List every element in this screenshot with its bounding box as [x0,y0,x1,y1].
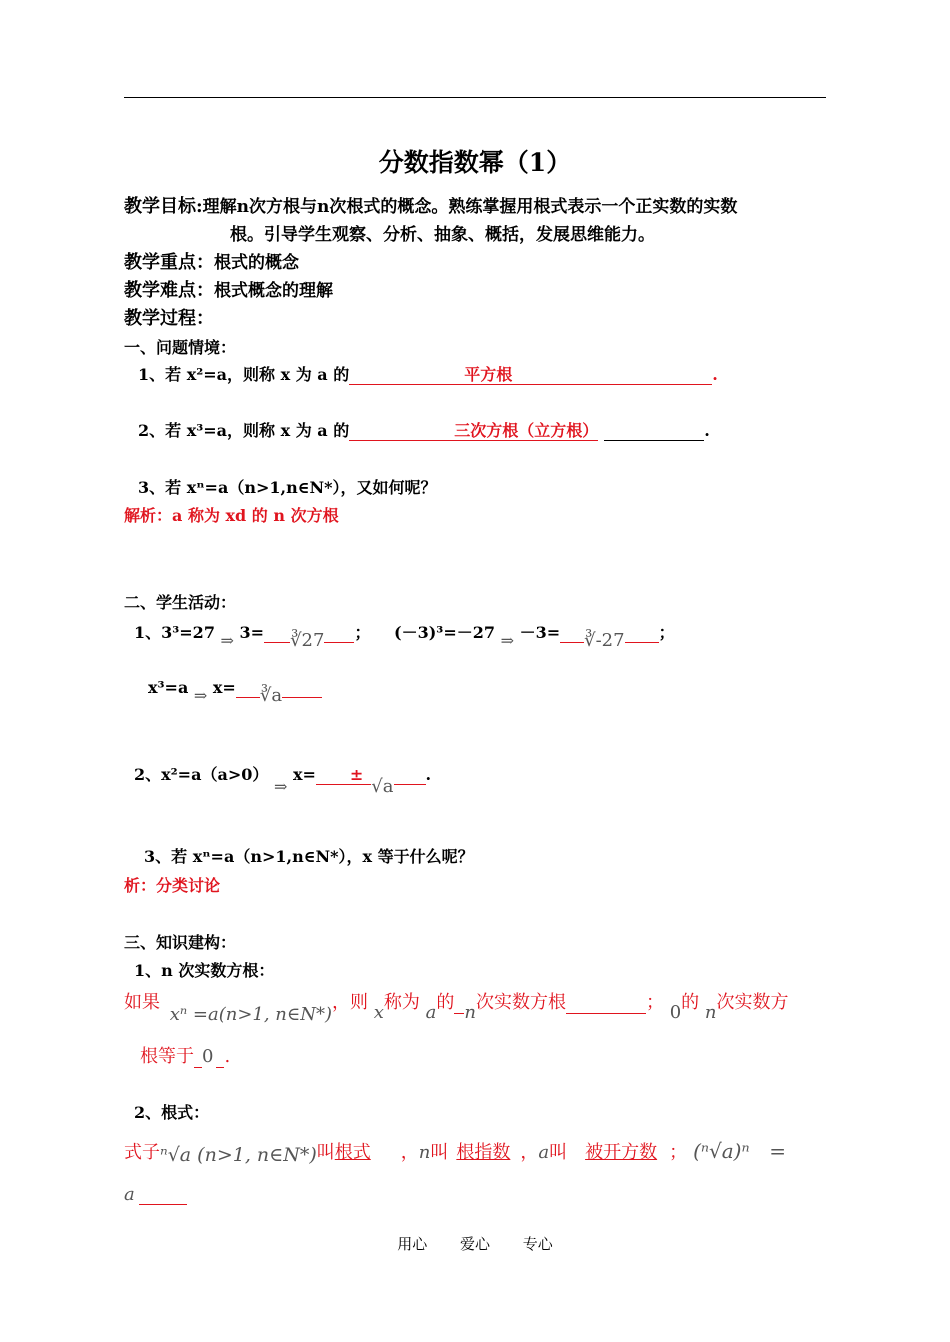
activity-row-1 [134,620,675,651]
page-footer [0,1233,950,1254]
row2-lhs: x= [212,678,236,697]
def-var-x: x [373,1002,384,1023]
row2-blank-b [282,682,322,698]
row1-blank-c [560,627,584,643]
row2-blank-a [236,682,260,698]
radical-line-1 [124,1138,786,1164]
difficult-point [124,276,333,302]
section1-heading: 一、问题情境： [124,338,237,357]
def-text-of: 的 [436,992,455,1013]
key-point [124,248,299,274]
def-zero: 0 [669,1002,682,1023]
row1-end: ； [658,623,675,642]
goal-text-line2: 根。引导学生观察、分析、抽象、概括，发展思维能力。 [230,225,655,245]
def-prefix: 如果 [124,992,160,1013]
expr-var-a: a [538,1142,550,1163]
row1-semicolon: ； [354,623,371,642]
def-blank-zero-left [194,1050,202,1068]
definition-line-1 [124,988,789,1025]
activity-row-4: 3、若 xⁿ=a（n>1,n∈N*），x 等于什么呢？ [144,847,474,866]
footer-text-2: 爱心 [459,1235,490,1253]
row1-blank-d [625,627,659,643]
expr-text-called2: 叫 [430,1142,449,1163]
row3-lhs: x= [292,765,316,784]
row3-eq: 2、x²=a（a>0） [134,765,269,784]
row2-eq: x³=a [148,678,189,697]
expr-result-blank [139,1187,187,1205]
diff-text: 根式概念的理解 [214,281,333,301]
cube-root-27: ∛27 [290,630,325,651]
header-rule [124,97,826,98]
expr-equals: = [769,1139,787,1163]
def-blank-long [566,996,646,1014]
section2-heading: 二、学生活动： [124,593,237,612]
process-label: 教学过程： [124,308,214,329]
def-zero-answer: 0 [202,1046,214,1067]
expr-comma2: ， [520,1142,539,1163]
row1-blank-a [264,627,290,643]
section1-analysis: 解析：a 称为 xd 的 n 次方根 [124,506,339,525]
q2-text: 2、若 x³=a，则称 x 为 a 的 [138,421,350,440]
section3-heading: 三、知识建构： [124,933,237,952]
diff-label: 教学难点： [124,280,214,301]
def-blank-n [454,996,464,1014]
definition-line-2 [140,1042,230,1068]
expr-var-n: n [418,1142,431,1163]
row1-blank-b [324,627,354,643]
implies-arrow-icon: ⇒ [193,686,208,705]
activity-row-2 [148,677,322,706]
expr-text-called1: 叫 [316,1142,335,1163]
def-text-called: 称为 [383,992,420,1013]
section2-analysis: 析：分类讨论 [124,876,221,895]
row1-eq2: (－3)³=－27 [394,623,495,642]
page-title: 分数指数幂（1） [378,148,572,177]
expr-formula: ⁿ√a (n>1, n∈N*) [160,1144,317,1166]
def-text-then: ，则 [332,992,368,1013]
row3-plus-minus: ± [316,765,371,785]
sqrt-a: √a [371,776,394,797]
expr-answer-index: 根指数 [456,1142,511,1163]
question-1: 1、若 x²=a，则称 x 为 a 的 平方根 . [138,365,718,384]
implies-arrow-icon: ⇒ [500,631,514,650]
def-text-root: 次实数方根 [475,992,566,1013]
expr-answer-radicand: 被开方数 [585,1142,658,1163]
q2-blank-left [349,425,454,441]
expr-text-called3: 叫 [549,1142,568,1163]
def-text-root2: 次实数方 [716,992,789,1013]
row1-lhs2: －3= [519,623,561,642]
implies-arrow-icon: ⇒ [220,631,234,650]
expr-semicolon: ； [669,1142,688,1163]
q2-blank-right [604,425,704,441]
question-2: 2、若 x³=a，则称 x 为 a 的 三次方根（立方根） . [138,421,710,440]
goal-label: 教学目标: [124,196,203,217]
def-text-equals: 根等于 [140,1046,194,1067]
def-var-n: n [464,1002,476,1023]
expr-result-a: a [124,1184,135,1205]
def-var-a: a [425,1002,437,1023]
cube-root-neg27: ∛-27 [584,630,625,651]
expr-answer-radical: 根式 [334,1142,371,1163]
def-period: . [224,1046,231,1067]
q1-answer: 平方根 [464,365,513,384]
expr-prefix: 式子 [124,1142,160,1163]
implies-arrow-icon: ⇒ [273,777,288,796]
row1-eq1: 1、3³=27 [134,623,215,642]
def-var-n2: n [704,1002,717,1023]
q1-blank-right [512,369,712,385]
subsection-1: 1、n 次实数方根： [134,961,275,980]
radical-line-2 [124,1184,187,1205]
key-text: 根式的概念 [214,253,299,273]
footer-text-3: 专心 [522,1235,553,1253]
activity-row-3: 2、x²=a（a>0） ⇒ x= ±√a. [134,765,432,797]
def-formula: xⁿ =a(n>1, n∈N*) [169,1004,332,1025]
question-3: 3、若 xⁿ=a（n>1,n∈N*），又如何呢？ [138,478,437,497]
key-label: 教学重点： [124,252,214,273]
q1-blank-left [349,369,464,385]
def-semicolon: ； [645,992,664,1013]
subsection-2: 2、根式： [134,1103,210,1122]
q2-answer: 三次方根（立方根） [454,421,599,440]
row3-blank [394,769,426,785]
q1-text: 1、若 x²=a，则称 x 为 a 的 [138,365,350,384]
cube-root-a: ∛a [259,685,283,706]
expr-comma1: ， [400,1142,419,1163]
def-text-of2: 的 [681,992,700,1013]
expr-power: (ⁿ√a)ⁿ [693,1139,750,1163]
row1-lhs: 3= [239,623,265,642]
footer-text-1: 用心 [397,1235,428,1253]
teaching-goal [124,192,737,218]
goal-text-line1: 理解n次方根与n次根式的概念。熟练掌握用根式表示一个正实数的实数 [202,197,738,217]
